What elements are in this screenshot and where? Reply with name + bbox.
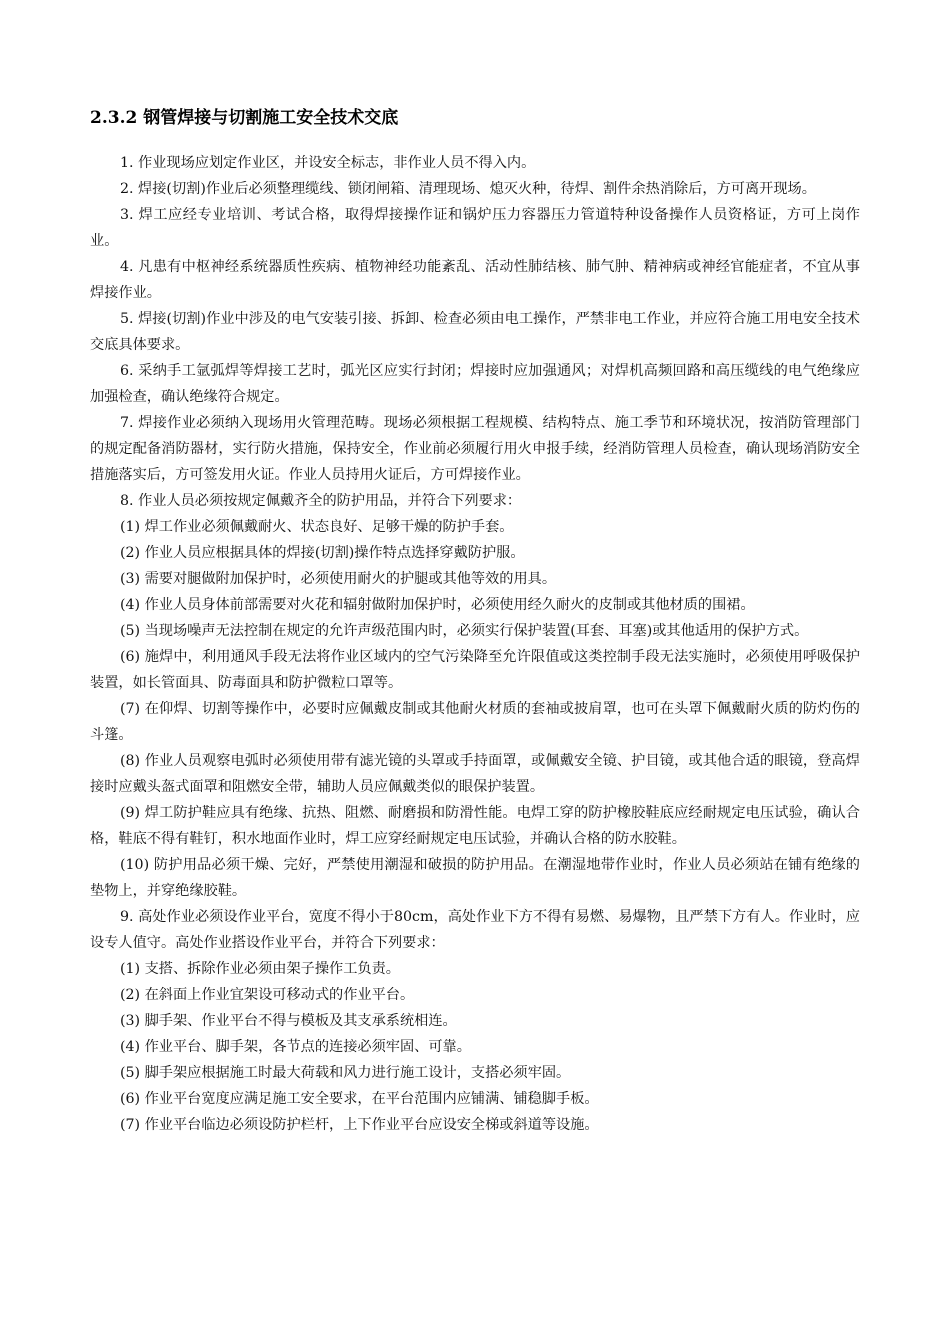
paragraph: 5. 焊接(切割)作业中涉及的电气安装引接、拆卸、检查必须由电工操作，严禁非电工作业，并应符合施工用电安全技术交底具体要求。 [90,311,860,353]
section-body [90,150,860,1138]
paragraph: 6. 采纳手工氩弧焊等焊接工艺时，弧光区应实行封闭；焊接时应加强通风；对焊机高频回路和高压缆线的电气绝缘应加强检查，确认绝缘符合规定。 [90,363,860,405]
list-item: (3) 脚手架、作业平台不得与模板及其支承系统相连。 [120,1013,457,1029]
list-item: (5) 当现场噪声无法控制在规定的允许声级范围内时，必须实行保护装置(耳套、耳塞)或其他适用的保护方式。 [120,623,809,639]
paragraph: 3. 焊工应经专业培训、考试合格，取得焊接操作证和锅炉压力容器压力管道特种设备操作人员资格证，方可上岗作业。 [90,207,860,249]
list-item: (2) 作业人员应根据具体的焊接(切割)操作特点选择穿戴防护服。 [120,545,525,561]
section-title: 2.3.2 钢管焊接与切割施工安全技术交底 [90,108,399,128]
paragraph: 4. 凡患有中枢神经系统器质性疾病、植物神经功能紊乱、活动性肺结核、肺气肿、精神病或神经官能症者，不宜从事焊接作业。 [90,259,860,301]
list-item: (1) 焊工作业必须佩戴耐火、状态良好、足够干燥的防护手套。 [120,519,514,535]
paragraph: 7. 焊接作业必须纳入现场用火管理范畴。现场必须根据工程规模、结构特点、施工季节和环境状况，按消防管理部门的规定配备消防器材，实行防火措施，保持安全，作业前必须履行用火申报手续，经消防管理人员检查，确认现场消防安全措施落实后，方可签发用火证。作业人员持用火证后，方可焊接作业。 [90,415,860,483]
list-item: (7) 作业平台临边必须设防护栏杆，上下作业平台应设安全梯或斜道等设施。 [120,1117,599,1133]
list-item: (1) 支搭、拆除作业必须由架子操作工负责。 [120,961,400,977]
paragraph: 1. 作业现场应划定作业区，并设安全标志，非作业人员不得入内。 [120,155,536,171]
list-item: (10) 防护用品必须干燥、完好，严禁使用潮湿和破损的防护用品。在潮湿地带作业时，作业人员必须站在铺有绝缘的垫物上，并穿绝缘胶鞋。 [90,857,860,899]
list-item: (5) 脚手架应根据施工时最大荷载和风力进行施工设计，支搭必须牢固。 [120,1065,571,1081]
list-item: (3) 需要对腿做附加保护时，必须使用耐火的护腿或其他等效的用具。 [120,571,557,587]
list-item: (4) 作业平台、脚手架，各节点的连接必须牢固、可靠。 [120,1039,471,1055]
list-item: (4) 作业人员身体前部需要对火花和辐射做附加保护时，必须使用经久耐火的皮制或其他材质的围裙。 [120,597,755,613]
list-item: (9) 焊工防护鞋应具有绝缘、抗热、阻燃、耐磨损和防滑性能。电焊工穿的防护橡胶鞋底应经耐规定电压试验，确认合格，鞋底不得有鞋钉，积水地面作业时，焊工应穿经耐规定电压试验，并确认合格的防水胶鞋。 [90,805,860,847]
list-item: (2) 在斜面上作业宜架设可移动式的作业平台。 [120,987,415,1003]
list-item: (6) 施焊中，利用通风手段无法将作业区域内的空气污染降至允许限值或这类控制手段无法实施时，必须使用呼吸保护装置，如长管面具、防毒面具和防护微粒口罩等。 [90,649,860,691]
list-item: (8) 作业人员观察电弧时必须使用带有滤光镜的头罩或手持面罩，或佩戴安全镜、护目镜，或其他合适的眼镜，登高焊接时应戴头盔式面罩和阻燃安全带，辅助人员应佩戴类似的眼保护装置。 [90,753,860,795]
list-item: (6) 作业平台宽度应满足施工安全要求，在平台范围内应铺满、铺稳脚手板。 [120,1091,599,1107]
list-item: (7) 在仰焊、切割等操作中，必要时应佩戴皮制或其他耐火材质的套袖或披肩罩，也可在头罩下佩戴耐火质的防灼伤的斗篷。 [90,701,860,743]
paragraph: 2. 焊接(切割)作业后必须整理缆线、锁闭闸箱、清理现场、熄灭火种，待焊、割件余热消除后，方可离开现场。 [120,181,816,197]
paragraph: 8. 作业人员必须按规定佩戴齐全的防护用品，并符合下列要求： [120,493,522,509]
paragraph: 9. 高处作业必须设作业平台，宽度不得小于80cm，高处作业下方不得有易燃、易爆物，且严禁下方有人。作业时，应设专人值守。高处作业搭设作业平台，并符合下列要求： [90,909,860,951]
